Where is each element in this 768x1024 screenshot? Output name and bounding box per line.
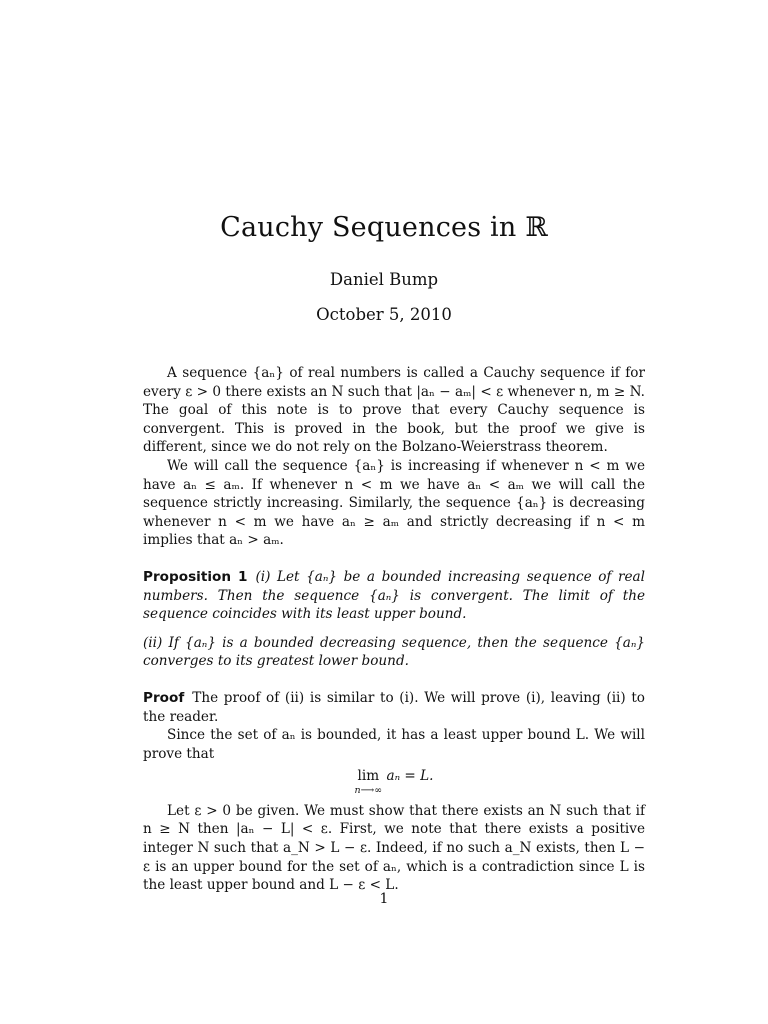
limit-expression: aₙ = L. xyxy=(386,768,434,785)
limit-operator xyxy=(355,767,383,796)
proof-paragraph-3: Let ε > 0 be given. We must show that there exists an N such that if n ≥ N then |aₙ − L| < ε. First, we note that there exists a positive integer N such that a_N > L − ε. Indeed, if no such a_N exists, then L − ε is an upper bound for the set of aₙ, which is a contradiction since L is the least upper bound and L − ε < L. xyxy=(143,802,645,894)
intro-paragraph: A sequence {aₙ} of real numbers is called a Cauchy sequence if for every ε > 0 there exists an N such that |aₙ − aₘ| < ε whenever n, m ≥ N. The goal of this note is to prove that every Cauchy sequence is convergent. This is proved in the book, but the proof we give is different, since we do not rely on the Bolzano-Weierstrass theorem. xyxy=(143,365,645,456)
proposition-part-ii: (ii) If {aₙ} is a bounded decreasing sequence, then the sequence {aₙ} converges to its greatest lower bound. xyxy=(143,634,645,670)
proposition-block xyxy=(143,568,645,624)
limit-subscript: n⟶∞ xyxy=(354,784,383,796)
paper-body xyxy=(143,364,645,895)
proof-block xyxy=(143,689,645,726)
page-number: 1 xyxy=(379,891,389,907)
definitions-paragraph: We will call the sequence {aₙ} is increasing if whenever n < m we have aₙ ≤ aₘ. If whenever n < m we have aₙ < aₘ we will call the sequence strictly increasing. Similarly, the sequence {aₙ} is decreasing whenever n < m we have aₙ ≥ aₘ and strictly decreasing if n < m implies that aₙ > aₘ. xyxy=(143,457,645,549)
proposition-label: Proposition 1 xyxy=(143,568,248,585)
paper-date: October 5, 2010 xyxy=(316,305,452,324)
display-equation xyxy=(143,767,645,796)
proof-paragraph-1: The proof of (ii) is similar to (i). We will prove (i), leaving (ii) to the reader. xyxy=(143,689,645,725)
proposition-part-i: (i) Let {aₙ} be a bounded increasing sequence of real numbers. Then the sequence {aₙ} is convergent. The limit of the sequence coincides with its least upper bound. xyxy=(143,568,645,623)
proof-paragraph-2: Since the set of aₙ is bounded, it has a least upper bound L. We will prove that xyxy=(143,727,645,762)
paper-title: Cauchy Sequences in ℝ xyxy=(220,212,548,243)
limit-word: lim xyxy=(357,768,380,785)
author-name: Daniel Bump xyxy=(329,270,439,289)
proof-label: Proof xyxy=(143,689,185,706)
